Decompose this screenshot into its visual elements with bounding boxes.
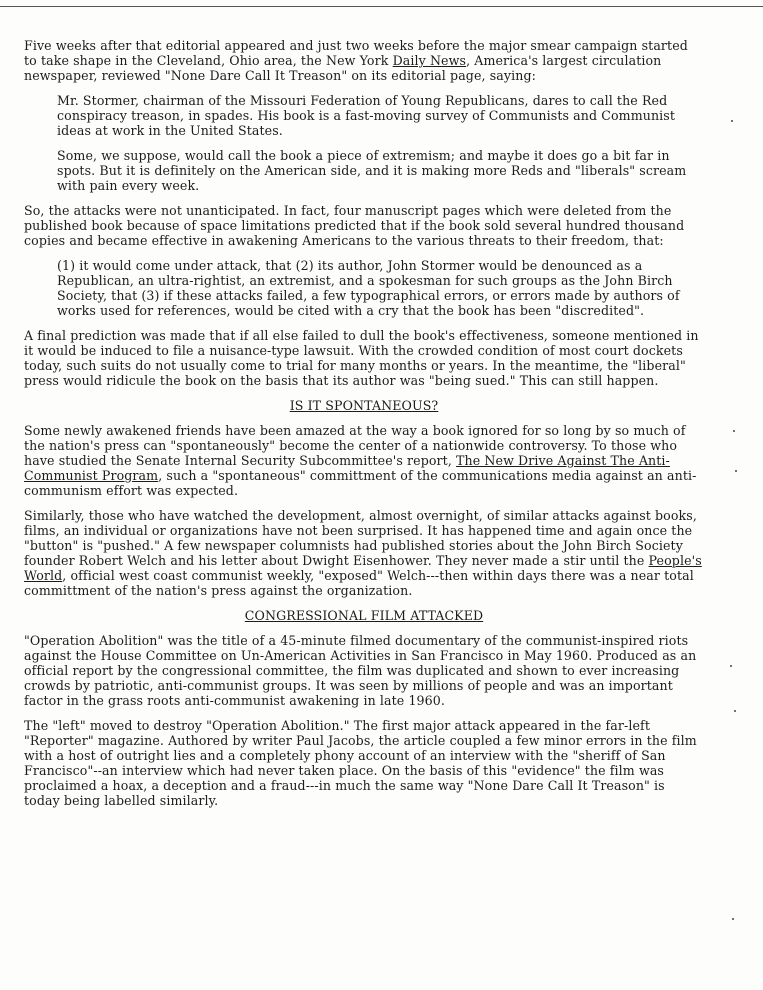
paragraph-left-moved: The "left" moved to destroy "Operation Abolition." The first major attack appeared in the far-left "Reporter" magazine. Authored by writer Paul Jacobs, the article coupled a few minor errors in the film with a host of outright lies and a completely phony account of an interview with the "sheriff of San Francisco"--an interview which had never taken place. On the basis of this "evidence" the film was proclaimed a hoax, a deception and a fraud---in much the same way "None Dare Call It Treason" is today being labelled similarly.: [24, 718, 697, 808]
paragraph-text: Similarly, those who have watched the development, almost overnight, of similar attacks against books, films, an individual or organizations have not been surprised. It has happened time and again once the "button" is "pushed." A few newspaper columnists had published stories about the John Birch Society founder Robert Welch and his letter about Dwight Eisenhower. They never made a stir until the: [24, 508, 697, 568]
paragraph-attacks: So, the attacks were not unanticipated. In fact, four manuscript pages which were deleted from the published book because of space limitations predicted that if the book sold several hundred thousand copies and became effective in awakening Americans to the various threats to their freedom, that:: [24, 203, 685, 248]
page-top-rule: [0, 6, 763, 7]
scan-speck: [732, 918, 734, 920]
paragraph-text: , official west coast communist weekly, "exposed" Welch---then within days there was a near total committment of the nation's press against the organization.: [24, 568, 694, 598]
paragraph-newly-awakened: [24, 423, 704, 498]
report-title: The New Drive Against The Anti-Communist Program: [24, 453, 670, 483]
scan-speck: [733, 430, 735, 432]
heading-text: IS IT SPONTANEOUS?: [289, 398, 439, 413]
quote-extremism: Some, we suppose, would call the book a piece of extremism; and maybe it does go a bit far in spots. But it is definitely on the American side, and it is making more Reds and "liberals" scream with pain every week.: [57, 148, 687, 193]
paragraph-operation-abolition: "Operation Abolition" was the title of a 45-minute filmed documentary of the communist-inspired riots against the House Committee on Un-American Activities in San Francisco in May 1960. Produced as an official report by the congressional committee, the film was duplicated and shown to ever increasing crowds by patriotic, anti-communist groups. It was seen by millions of people and was an important factor in the grass roots anti-communist awakening in late 1960.: [24, 633, 697, 708]
scan-speck: [731, 120, 733, 122]
section-heading-film: [24, 608, 704, 623]
quote-stormer: Mr. Stormer, chairman of the Missouri Federation of Young Republicans, dares to call the Red conspiracy treason, in spades. His book is a fast-moving survey of Communists and Communist ideas at work in the United States.: [57, 93, 676, 138]
scan-speck: [730, 665, 732, 667]
scan-speck: [734, 710, 736, 712]
paragraph-final-prediction: A final prediction was made that if all else failed to dull the book's effectiveness, someone mentioned in it would be induced to file a nuisance-type lawsuit. With the crowded condition of most court dockets today, such suits do not usually come to trial for many months or years. In the meantime, the "liberal" press would ridicule the book on the basis that its author was "being sued." This can still happen.: [24, 328, 699, 388]
paragraph-text: Five weeks after that editorial appeared and just two weeks before the major smear campaign started to take shape in the Cleveland, Ohio area, the New York: [24, 38, 688, 68]
heading-text: CONGRESSIONAL FILM ATTACKED: [244, 608, 484, 623]
daily-news-title: Daily News: [392, 53, 467, 68]
paragraph-text: , such a "spontaneous" committment of the communications media against an anti-communism effort was expected.: [24, 468, 697, 498]
quote-predictions: (1) it would come under attack, that (2) its author, John Stormer would be denounced as a Republican, an ultra-rightist, an extremist, and a spokesman for such groups as the John Birch Society, that (3) if these attacks failed, a few typographical errors, or errors made by authors of works used for references, would be cited with a cry that the book has been "discredited".: [57, 258, 680, 318]
scan-margin-marks: [723, 0, 763, 990]
paragraph-similarly: [24, 508, 704, 598]
document-page: [24, 38, 704, 818]
scan-speck: [735, 470, 737, 472]
peoples-world-title: People's World: [24, 553, 702, 583]
section-heading-spontaneous: [24, 398, 704, 413]
paragraph-text: Some newly awakened friends have been amazed at the way a book ignored for so long by so much of the nation's press can "spontaneously" become the center of a nationwide controversy. To those who have studied the Senate Internal Security Subcommittee's report,: [24, 423, 686, 468]
paragraph-text: , America's largest circulation newspaper, reviewed "None Dare Call It Treason" on its editorial page, saying:: [24, 53, 662, 83]
paragraph-daily-news: [24, 38, 704, 83]
